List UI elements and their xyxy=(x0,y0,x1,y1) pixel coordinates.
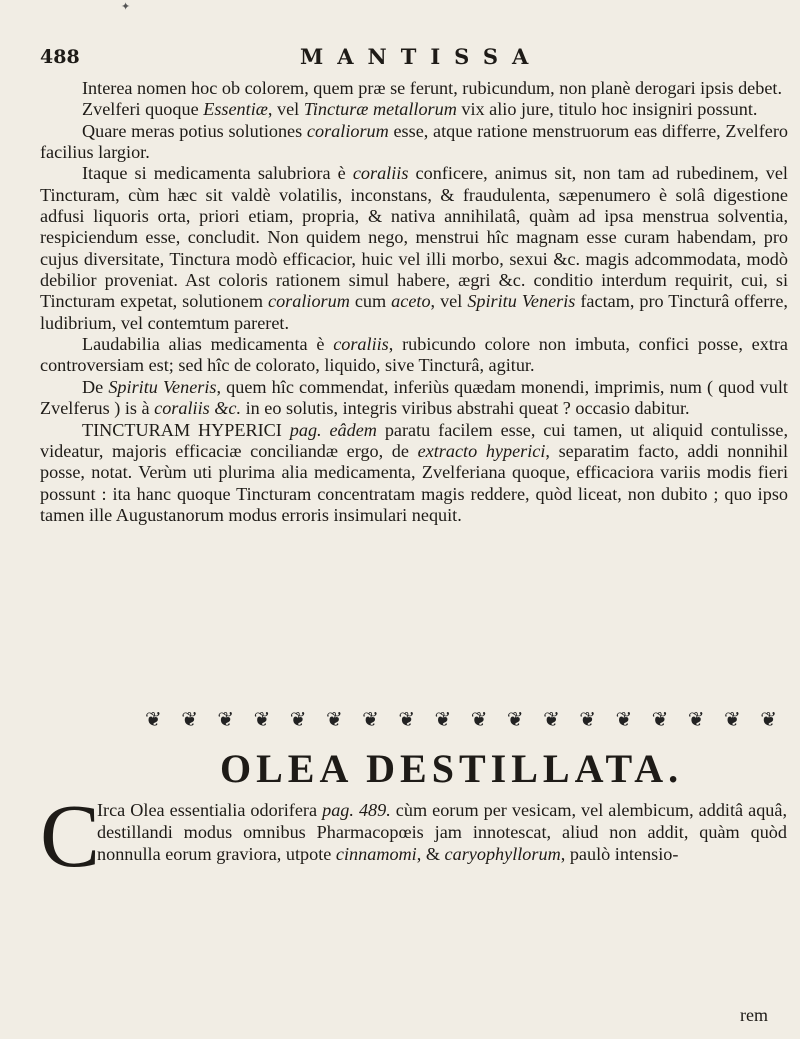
text-run: factam, pro Tincturâ offerre, ludibrium, vel contemtum pareret. xyxy=(40,291,788,333)
italic-term: cinnamomi xyxy=(335,843,417,864)
italic-term: coraliis xyxy=(333,334,389,355)
fleuron-ornament-icon: ❦ xyxy=(760,707,777,731)
fleuron-ornament-icon: ❦ xyxy=(687,707,705,731)
final-paragraph xyxy=(97,800,787,865)
italic-term: Essentiæ xyxy=(203,99,268,120)
fleuron-ornament-icon: ❦ xyxy=(217,707,235,731)
drop-cap: C xyxy=(40,787,101,886)
fleuron-ornament-icon: ❦ xyxy=(651,707,669,731)
italic-term: caryophyllorum xyxy=(444,843,561,864)
fleuron-ornament-icon: ❦ xyxy=(724,707,741,731)
text-run: conficere, animus sit, non tam ad rubedinem, vel Tincturam, cùm hæc sit valdè volatilis, inconstans, & fraudulenta, sæpenumero è solâ digestione adfusi liquoris orta, priori etiam, propria, & nativa annihilatâ, quàm ad ipsa menstrua solventia, respiciendum esse, concludit. Non quidem nego, menstrui hîc magnam esse curam habendam, pro cujus diversitate, Tinctura modò efficacior, huic vel illi morbo, sexui &c. magis adcommodata, modò debilior proveniat. Ast coloris rationem simul habere, ægri &c. conditio interdum requirit, cui, si Tincturam expetat, solutionem xyxy=(40,163,788,312)
fleuron-ornament-icon: ❦ xyxy=(253,707,271,731)
fleuron-ornament-icon: ❦ xyxy=(145,707,162,731)
ink-mark: ✦ xyxy=(121,0,131,13)
italic-term: coraliorum xyxy=(306,120,389,141)
italic-term: Tincturæ metallorum xyxy=(303,99,457,120)
paragraph-6 xyxy=(40,377,788,420)
text-run: cum xyxy=(349,291,392,312)
text-run: Zvelferi quoque xyxy=(82,99,204,120)
text-run: Quare meras potius solutiones xyxy=(82,120,307,141)
fleuron-ornament-icon: ❦ xyxy=(181,707,198,731)
catchword: rem xyxy=(740,1005,768,1025)
fleuron-ornament-icon: ❦ xyxy=(615,707,633,731)
italic-term: coraliis xyxy=(352,163,409,184)
text-run: , paulò intensio- xyxy=(560,843,679,864)
body-text xyxy=(40,78,788,526)
text-run: , quem hîc commendat, inferiùs quædam monendi, imprimis, num ( quod vult Zvelferus ) is à xyxy=(40,376,788,419)
italic-term: aceto xyxy=(391,291,431,312)
italic-term: pag. 489. xyxy=(322,800,391,820)
paragraph-7 xyxy=(40,420,788,527)
text-run: , rubicundo colore non imbuta, confici posse, extra controversiam est; sed hîc de colorato, liquido, sive Tincturâ, agitur. xyxy=(40,334,788,376)
section-title: OLEA DESTILLATA. xyxy=(220,746,684,791)
running-head: MANTISSA xyxy=(300,44,543,69)
paragraph-3 xyxy=(40,121,788,164)
italic-term: extracto hyperici xyxy=(417,440,546,461)
ornamental-band xyxy=(145,707,777,731)
text-run: , separatim facto, addi nonnihil posse, notat. Verùm uti plurima alia medicamenta, Zvelferiana quoque, efficaciora variis modis fieri possunt : ita hanc quoque Tincturam concentratam magis reddere, quòd liceat, non dubito ; quo ipso tamen ille Augustanorum modus erroris insimulari nequit. xyxy=(40,440,788,525)
fleuron-ornament-icon: ❦ xyxy=(398,707,416,731)
text-run: Irca Olea essentialia odorifera xyxy=(97,800,323,820)
fleuron-ornament-icon: ❦ xyxy=(362,707,379,731)
text-run: cùm eorum per vesicam, vel alembicum, additâ aquâ, destillandi modus omnibus Pharmacopœis jam innotescat, aliud non addit, quàm quòd nonnulla eorum graviora, utpote xyxy=(97,800,787,864)
fleuron-ornament-icon: ❦ xyxy=(325,707,343,731)
fleuron-ornament-icon: ❦ xyxy=(506,707,524,731)
fleuron-ornament-icon: ❦ xyxy=(434,707,452,731)
italic-term: Spiritu Veneris xyxy=(108,376,217,397)
italic-term: pag. eâdem xyxy=(289,419,377,440)
fleuron-ornament-icon: ❦ xyxy=(470,707,488,731)
page-number: 488 xyxy=(40,46,80,68)
text-run: De xyxy=(82,376,109,397)
italic-term: Spiritu Veneris xyxy=(467,291,576,312)
fleuron-ornament-icon: ❦ xyxy=(543,707,560,731)
text-run: TINCTURAM HYPERICI xyxy=(82,419,290,440)
italic-term: coraliis &c. xyxy=(154,398,242,419)
paragraph-5 xyxy=(40,334,788,377)
paragraph-text xyxy=(97,800,787,865)
paragraph-4 xyxy=(40,163,788,334)
text-run: , vel xyxy=(430,291,468,312)
text-run: vix alio jure, titulo hoc insigniri possunt. xyxy=(456,99,758,120)
page-header xyxy=(0,44,800,74)
text-run: , & xyxy=(416,843,445,864)
text-run: Itaque si medicamenta salubriora è xyxy=(82,163,353,184)
text-run: esse, atque ratione menstruorum eas differre, Zvelfero facilius largior. xyxy=(40,120,788,163)
fleuron-ornament-icon: ❦ xyxy=(289,707,307,731)
text-run: , vel xyxy=(267,99,304,120)
paragraph-1: Interea nomen hoc ob colorem, quem præ se ferunt, rubicundum, non planè derogari ipsis debet. xyxy=(82,78,783,98)
italic-term: coraliorum xyxy=(268,291,350,312)
text-run: Laudabilia alias medicamenta è xyxy=(82,334,334,355)
text-run: paratu facilem esse, cui tamen, ut aliquid contulisse, videatur, majoris efficaciæ conciliandæ ergo, de xyxy=(40,419,789,461)
fleuron-ornament-icon: ❦ xyxy=(579,707,597,731)
text-run: in eo solutis, integris viribus abstrahi queat ? occasio dabitur. xyxy=(241,398,690,419)
paragraph-2 xyxy=(40,99,788,120)
